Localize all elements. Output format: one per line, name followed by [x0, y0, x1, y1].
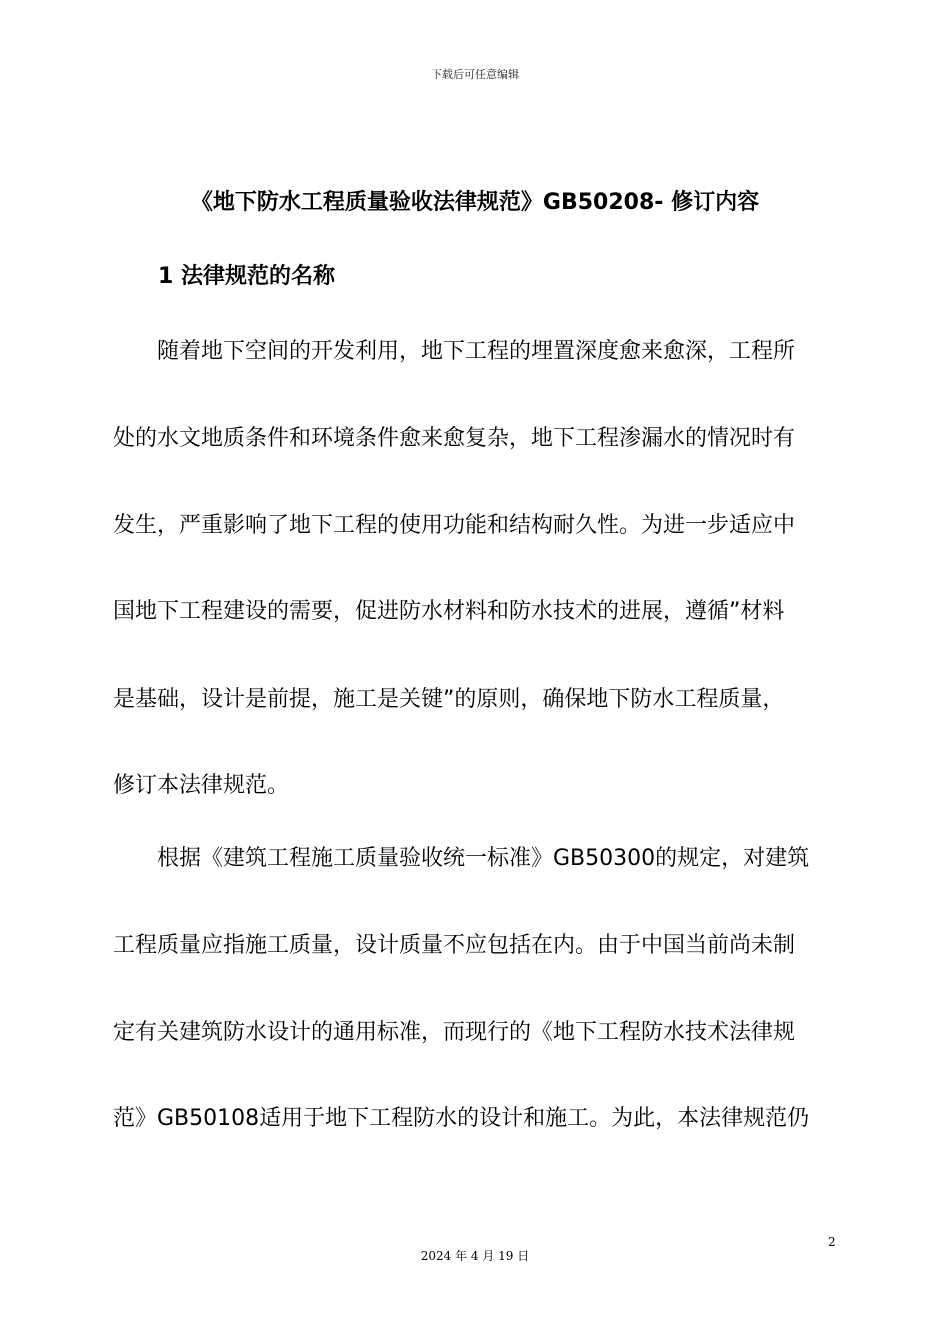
body-line: 范》GB50108适用于地下工程防水的设计和施工。为此，本法律规范仍	[113, 1106, 810, 1131]
body-line: 随着地下空间的开发利用，地下工程的埋置深度愈来愈深，工程所	[113, 339, 796, 364]
body-line: 处的水文地质条件和环境条件愈来愈复杂，地下工程渗漏水的情况时有	[113, 426, 796, 451]
page-number: 2	[828, 1235, 836, 1249]
body-line: 修订本法律规范。	[113, 773, 290, 798]
body-line: 定有关建筑防水设计的通用标准，而现行的《地下工程防水技术法律规	[113, 1020, 796, 1045]
section-heading: 1 法律规范的名称	[158, 264, 335, 289]
body-line: 根据《建筑工程施工质量验收统一标准》GB50300的规定，对建筑	[113, 846, 810, 871]
body-line: 国地下工程建设的需要，促进防水材料和防水技术的进展，遵循”材料	[113, 599, 785, 624]
body-line: 是基础，设计是前提，施工是关键”的原则，确保地下防水工程质量，	[113, 687, 785, 712]
body-line: 工程质量应指施工质量，设计质量不应包括在内。由于中国当前尚未制	[113, 933, 796, 958]
page-header: 下载后可任意编辑	[431, 68, 519, 81]
page-footer-date: 2024 年 4 月 19 日	[420, 1249, 530, 1263]
body-line: 发生，严重影响了地下工程的使用功能和结构耐久性。为进一步适应中	[113, 513, 796, 538]
document-title: 《地下防水工程质量验收法律规范》GB50208- 修订内容	[190, 190, 760, 215]
